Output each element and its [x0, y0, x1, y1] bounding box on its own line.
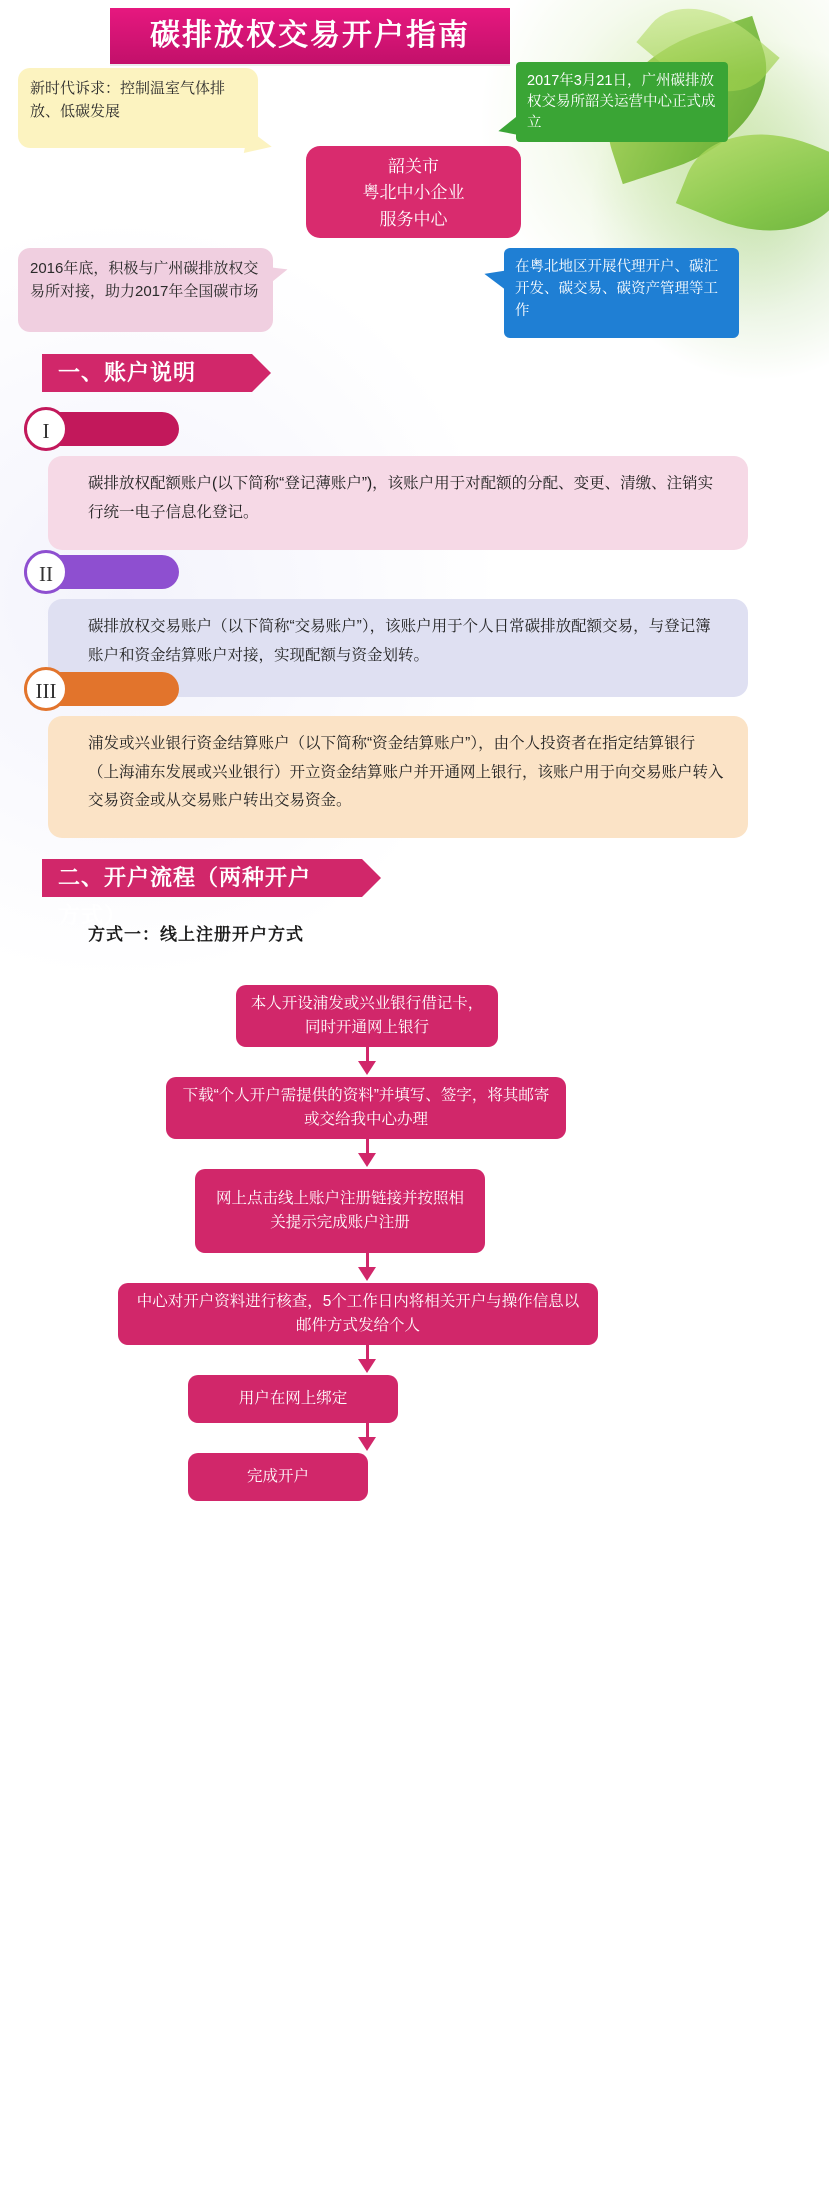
callout-2016-cooperation: 2016年底，积极与广州碳排放权交易所对接，助力2017年全国碳市场: [18, 248, 273, 332]
flow-connector-arrow-1: [358, 1061, 376, 1075]
flow-step-2-text: 下载“个人开户需提供的资料”并填写、签字，将其邮寄或交给我中心办理: [182, 1086, 550, 1128]
page-title-text: 碳排放权交易开户指南: [150, 19, 470, 52]
numbered-tab-3: [24, 672, 179, 706]
center-node-shaoguan-service-center: [306, 146, 521, 238]
section-banner-account-opening-process: 二、开户流程（两种开户方式）: [42, 859, 362, 897]
center-node-line-2: 粤北中小企业: [362, 183, 465, 203]
numeral-badge-2: II: [24, 550, 68, 594]
flow-connector-arrow-5: [358, 1437, 376, 1451]
flow-step-1: [236, 985, 498, 1047]
callout-center-established: 2017年3月21日，广州碳排放权交易所韶关运营中心正式成立: [516, 62, 728, 142]
flow-step-2: [166, 1077, 566, 1139]
numbered-tab-1: [24, 412, 179, 446]
flow-step-3: [195, 1169, 485, 1253]
center-node-line-1: 韶关市: [388, 157, 439, 176]
account-description-item-1: 碳排放权配额账户(以下简称“登记薄账户”)，该账户用于对配额的分配、变更、清缴、注销实行统一电子信息化登记。: [48, 456, 748, 550]
page-title: [110, 8, 510, 64]
flow-step-6-text: 完成开户: [246, 1467, 309, 1485]
flow-step-4-text: 中心对开户资料进行核查，5个工作日内将相关开户与操作信息以邮件方式发给个人: [136, 1292, 580, 1334]
flow-step-6: [188, 1453, 368, 1501]
flow-step-3-text: 网上点击线上账户注册链接并按照相关提示完成账户注册: [215, 1189, 464, 1231]
center-node-line-3: 服务中心: [379, 209, 448, 229]
flow-subtitle-online-registration: 方式一：线上注册开户方式: [88, 925, 304, 944]
numeral-badge-1: I: [24, 407, 68, 451]
flow-step-5: [188, 1375, 398, 1423]
callout-new-era-demand: 新时代诉求：控制温室气体排放、低碳发展: [18, 68, 258, 148]
section-banner-account-description: 一、账户说明: [42, 354, 252, 392]
account-description-item-3: 浦发或兴业银行资金结算账户（以下简称“资金结算账户”），由个人投资者在指定结算银行（上海浦东发展或兴业银行）开立资金结算账户并开通网上银行，该账户用于向交易账户转入交易资金或从交易账户转出交易资金。: [48, 716, 748, 838]
flow-step-5-text: 用户在网上绑定: [238, 1389, 348, 1407]
account-description-item-2: 碳排放权交易账户（以下简称“交易账户”），该账户用于个人日常碳排放配额交易，与登记簿账户和资金结算账户对接，实现配额与资金划转。: [48, 599, 748, 697]
numbered-tab-2: [24, 555, 179, 589]
numeral-badge-3: III: [24, 667, 68, 711]
flow-step-1-text: 本人开设浦发或兴业银行借记卡，同时开通网上银行: [250, 994, 484, 1036]
flow-connector-arrow-3: [358, 1267, 376, 1281]
flow-step-4: [118, 1283, 598, 1345]
flow-connector-arrow-4: [358, 1359, 376, 1373]
flow-connector-arrow-2: [358, 1153, 376, 1167]
callout-business-scope: 在粤北地区开展代理开户、碳汇开发、碳交易、碳资产管理等工作: [504, 248, 739, 338]
flow-connector-stem-5: [366, 1423, 369, 1437]
